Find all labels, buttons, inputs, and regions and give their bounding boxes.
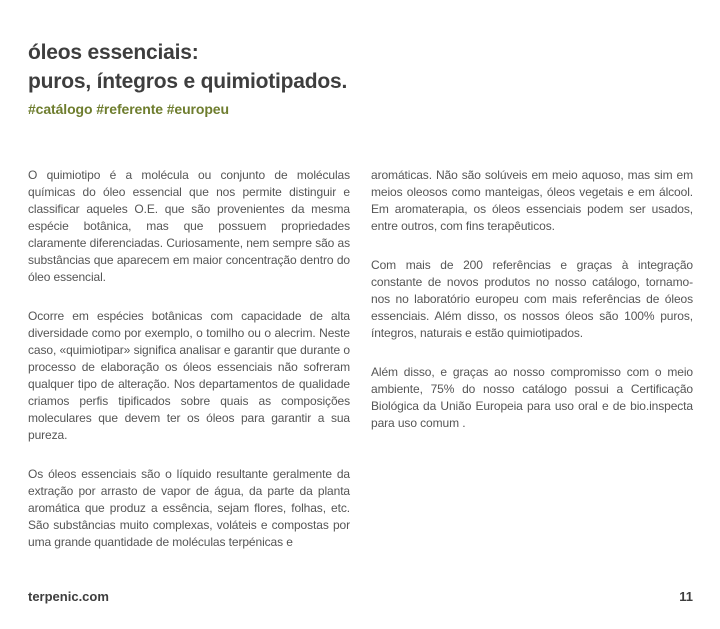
website-text: terpenic.com bbox=[28, 589, 109, 604]
left-column bbox=[28, 167, 350, 573]
paragraph-aromaticas: aromáticas. Não são solúveis em meio aquoso, mas sim em meios oleosos como manteigas, óleos vegetais e em álcool. Em aromaterapia, os óleos essenciais podem ser usados, entre outros, com fins terapêuticos. bbox=[371, 168, 693, 233]
hashtags: #catálogo #referente #europeu bbox=[28, 101, 229, 117]
page-title-line1: óleos essenciais: bbox=[28, 41, 199, 64]
paragraph-certificacao: Além disso, e graças ao nosso compromisso com o meio ambiente, 75% do nosso catálogo possui a Certificação Biológica da União Europeia para uso oral e de bio.inspecta para uso comum . bbox=[371, 365, 693, 430]
paragraph-especies-botanicas: Ocorre em espécies botânicas com capacidade de alta diversidade como por exemplo, o tomilho ou o alecrim. Neste caso, «quimiotipar» significa analisar e garantir que durante o processo de elaboração os óleos essenciais não sofreram qualquer tipo de alteração. Nos departamentos de qualidade criamos perfis tipificados sobre quais as composições moleculares que devem ter os óleos para garantir a sua pureza. bbox=[28, 309, 350, 442]
paragraph-oleos-liquido: Os óleos essenciais são o líquido resultante geralmente da extração por arrasto de vapor de água, da parte da planta aromática que produz a essência, sejam flores, folhas, etc. São substâncias muito complexas, voláteis e compostas por uma grande quantidade de moléculas terpénicas e bbox=[28, 467, 350, 549]
page-title bbox=[28, 38, 693, 96]
paragraph-referencias: Com mais de 200 referências e graças à integração constante de novos produtos no nosso catálogo, tornamo-nos no laboratório europeu com mais referências de óleos essenciais. Além disso, os nossos óleos são 100% puros, íntegros, naturais e estão quimiotipados. bbox=[371, 258, 693, 340]
page-number: 11 bbox=[679, 589, 693, 604]
page-footer bbox=[28, 588, 693, 606]
body-text bbox=[28, 167, 693, 573]
page-title-line2: puros, íntegros e quimiotipados. bbox=[28, 70, 348, 93]
page-header bbox=[28, 38, 693, 118]
paragraph-quimiotipo: O quimiotipo é a molécula ou conjunto de moléculas químicas do óleo essencial que nos permite distinguir e classificar aqueles O.E. que são provenientes da mesma espécie botânica, mas que possuem propriedades claramente diferenciadas. Curiosamente, nem sempre são as substâncias que aparecem em maior concentração dentro do óleo essencial. bbox=[28, 168, 350, 284]
right-column bbox=[371, 167, 693, 573]
